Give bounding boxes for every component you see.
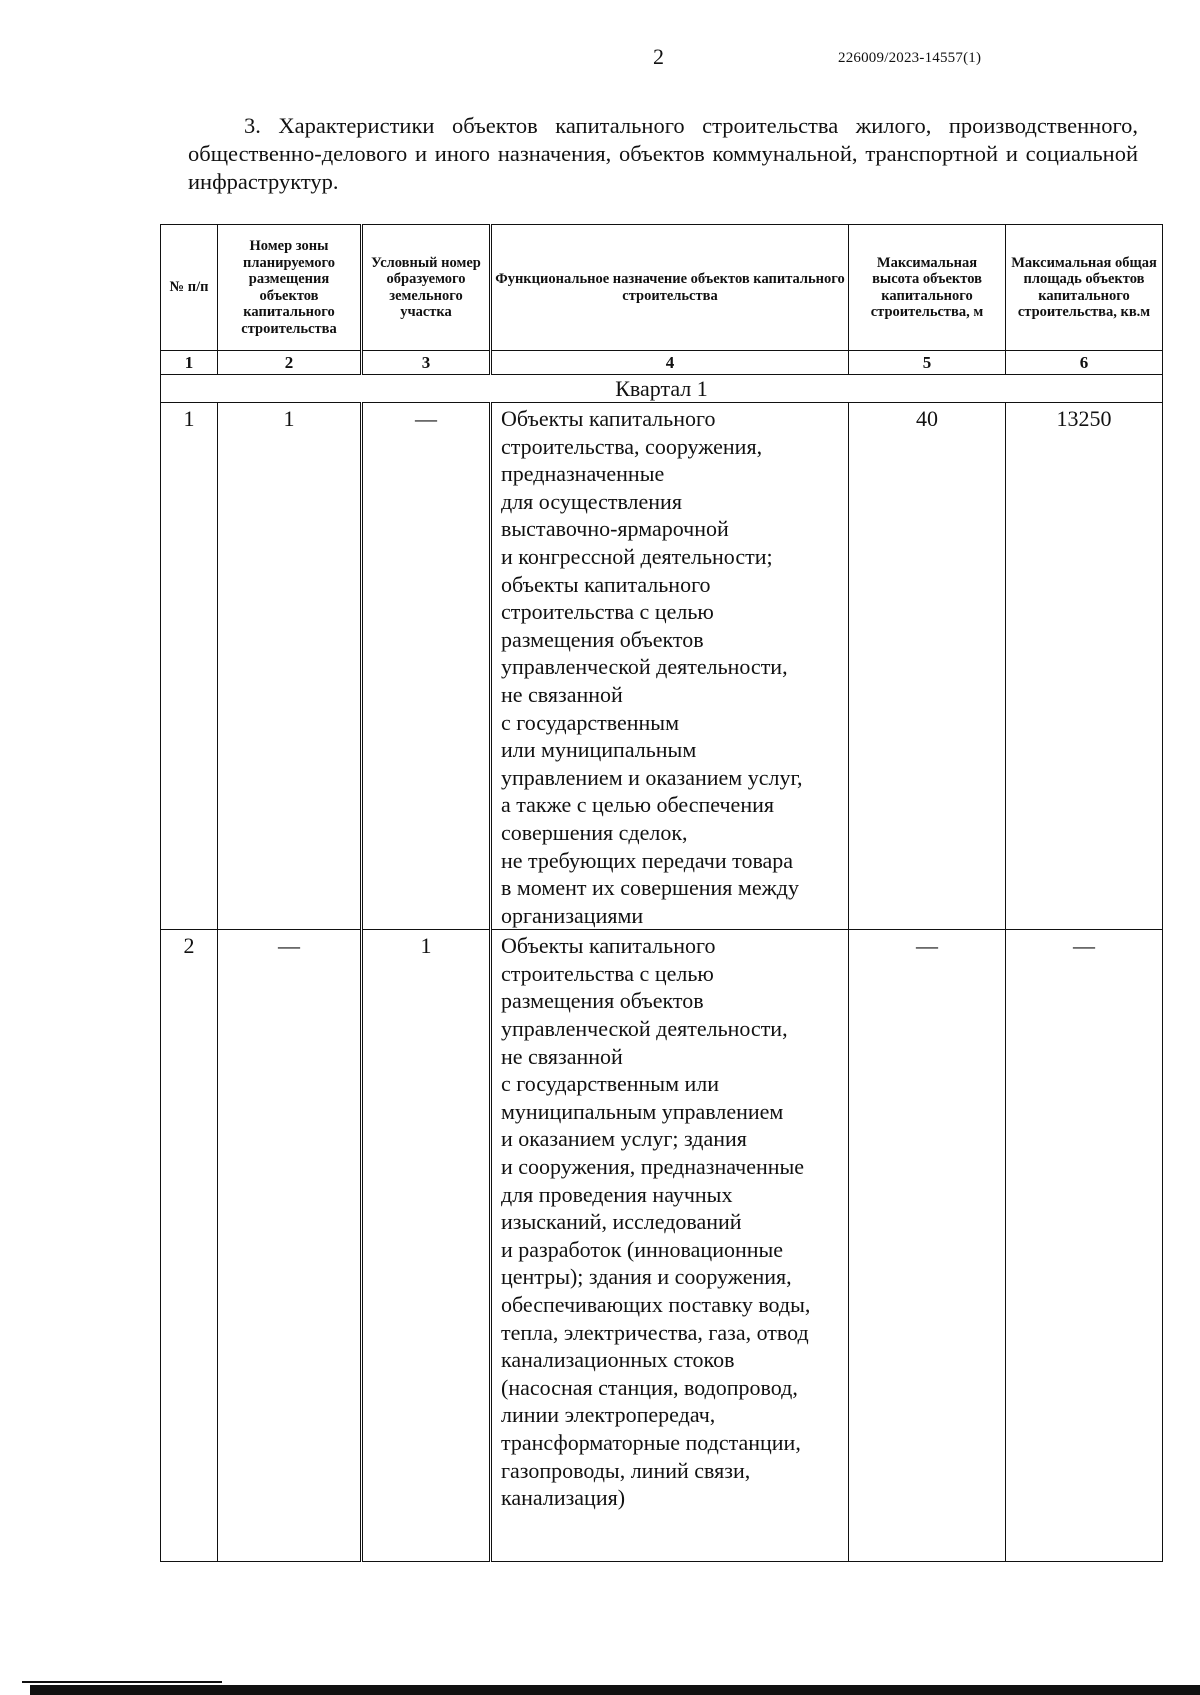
row-plot: 1 bbox=[362, 930, 491, 1562]
scan-edge-line bbox=[22, 1681, 222, 1683]
table-row bbox=[161, 403, 1163, 930]
row-function: Объекты капитального строительства с целью размещения объектов управленческой деятельности, не связанной с государственным или муниципальным управлением и оказанием услуг; здания и сооружения, предназначенные для проведения научных изысканий, исследований и разработок (инновационные центры); здания и сооружения, обеспечивающих поставку воды, тепла, электричества, газа, отвод канализационных стоков (насосная станция, водопровод, линии электропередач, трансформаторные подстанции, газопроводы, линий связи, канализация) bbox=[491, 930, 849, 1562]
row-function: Объекты капитального строительства, сооружения, предназначенные для осуществления выставочно-ярмарочной и конгрессной деятельности; объекты капитального строительства с целью размещения объектов управленческой деятельности, не связанной с государственным или муниципальным управлением и оказанием услуг, а также с целью обеспечения совершения сделок, не требующих передачи товара в момент их совершения между организациями bbox=[491, 403, 849, 930]
column-number: 6 bbox=[1006, 351, 1163, 375]
document-id: 226009/2023-14557(1) bbox=[838, 50, 982, 66]
column-number: 3 bbox=[362, 351, 491, 375]
row-height: 40 bbox=[849, 403, 1006, 930]
column-number-row bbox=[161, 351, 1163, 375]
header-function: Функциональное назначение объектов капитального строительства bbox=[491, 225, 849, 351]
row-num: 2 bbox=[161, 930, 218, 1562]
row-num: 1 bbox=[161, 403, 218, 930]
table-header-row bbox=[161, 225, 1163, 351]
row-area: — bbox=[1006, 930, 1163, 1562]
row-height: — bbox=[849, 930, 1006, 1562]
section-title: Квартал 1 bbox=[161, 375, 1163, 403]
header-area: Максимальная общая площадь объектов капитального строительства, кв.м bbox=[1006, 225, 1163, 351]
header-num: № п/п bbox=[161, 225, 218, 351]
row-zone: 1 bbox=[218, 403, 362, 930]
characteristics-table bbox=[160, 224, 1163, 1562]
header-plot: Условный номер образуемого земельного участка bbox=[362, 225, 491, 351]
column-number: 2 bbox=[218, 351, 362, 375]
header-height: Максимальная высота объектов капитального строительства, м bbox=[849, 225, 1006, 351]
scan-bottom-bar bbox=[30, 1685, 1200, 1695]
header-zone: Номер зоны планируемого размещения объектов капитального строительства bbox=[218, 225, 362, 351]
row-area: 13250 bbox=[1006, 403, 1163, 930]
section-intro-paragraph: 3. Характеристики объектов капитального строительства жилого, производственного, общественно-делового и иного назначения, объектов коммунальной, транспортной и социальной инфраструктур. bbox=[188, 113, 1138, 194]
row-zone: — bbox=[218, 930, 362, 1562]
column-number: 4 bbox=[491, 351, 849, 375]
column-number: 5 bbox=[849, 351, 1006, 375]
page-number: 2 bbox=[653, 44, 664, 69]
row-plot: — bbox=[362, 403, 491, 930]
section-row bbox=[161, 375, 1163, 403]
table-row bbox=[161, 930, 1163, 1562]
column-number: 1 bbox=[161, 351, 218, 375]
